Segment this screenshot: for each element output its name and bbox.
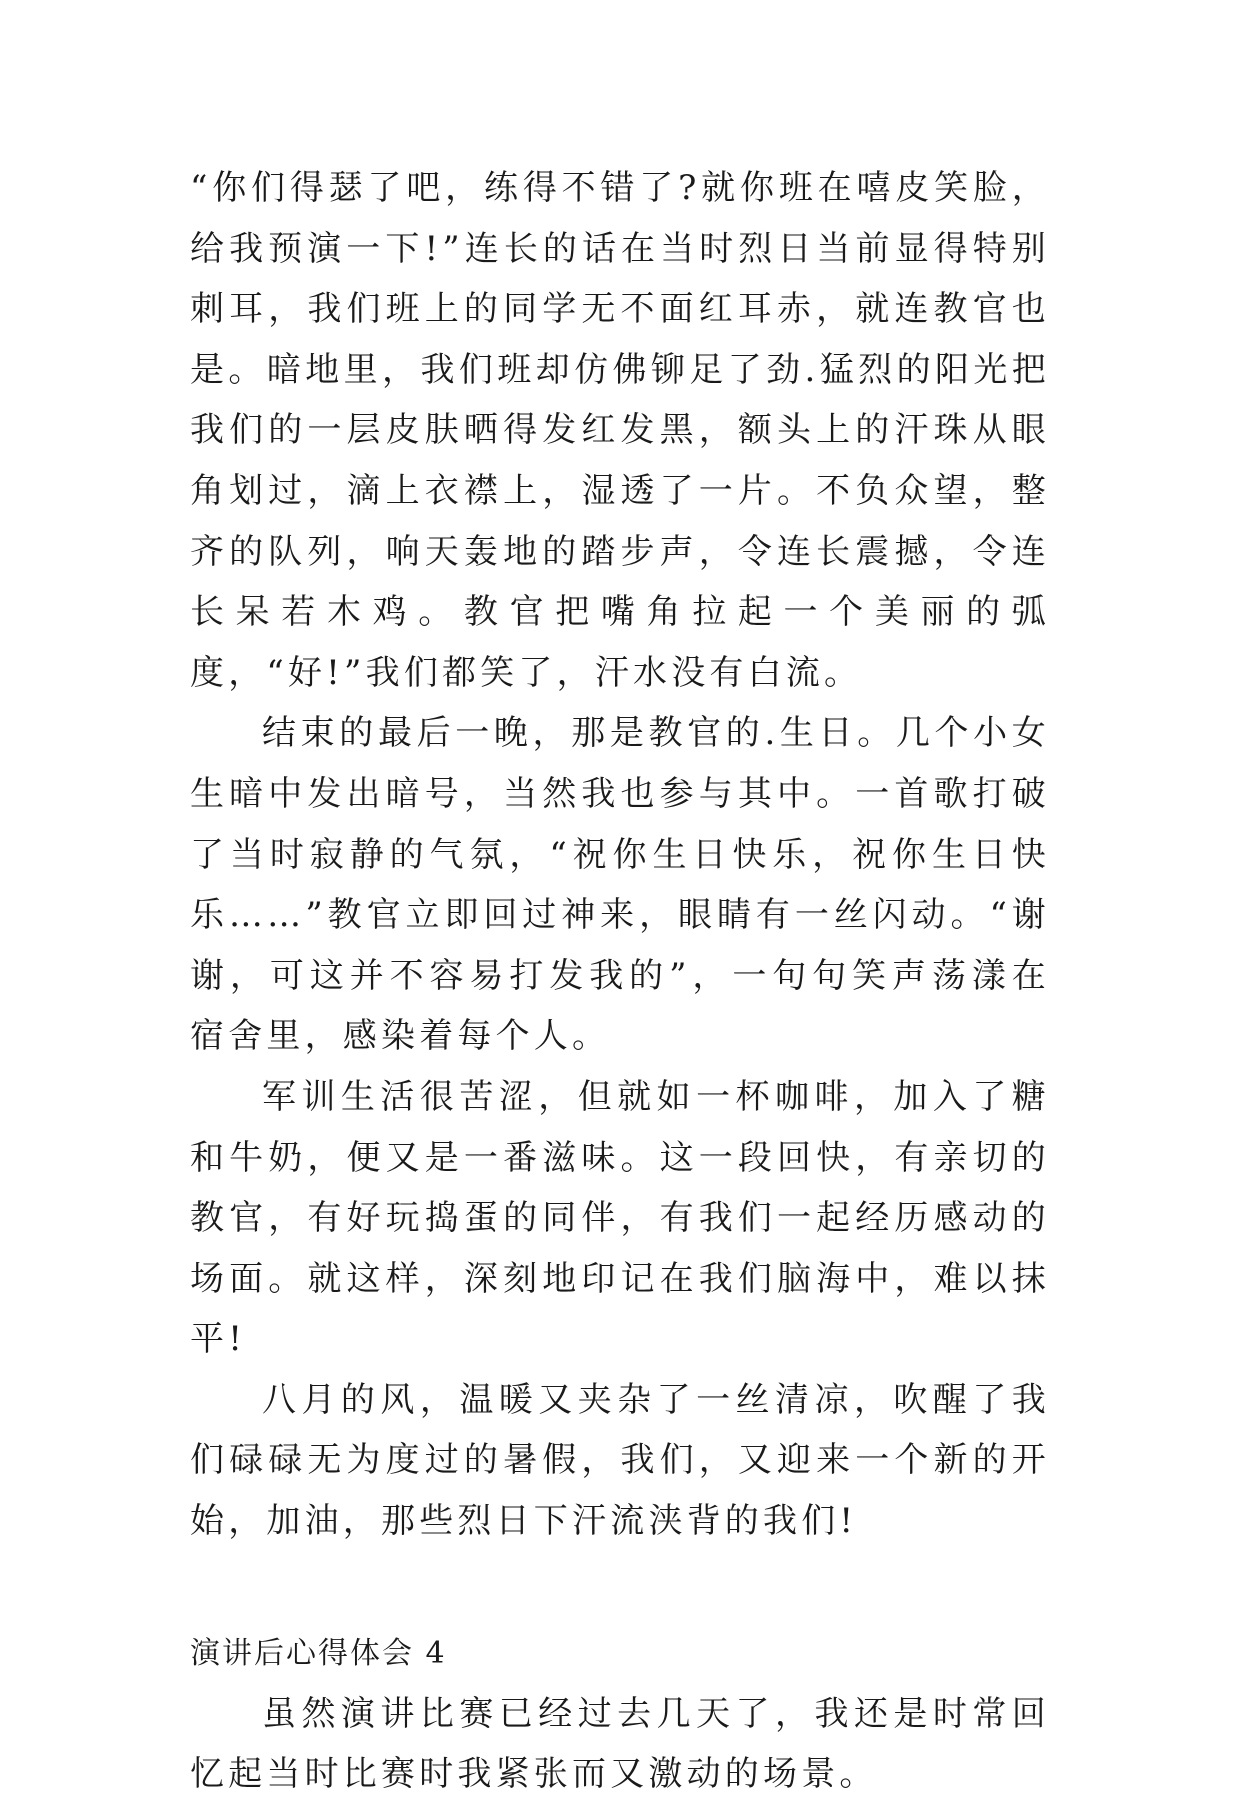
paragraph-3: 军训生活很苦涩，但就如一杯咖啡，加入了糖和牛奶，便又是一番滋味。这一段回快，有亲切的教官，有好玩捣蛋的同伴，有我们一起经历感动的场面。就这样，深刻地印记在我们脑海中，难以抹平! <box>190 1076 1050 1360</box>
paragraph-1: “你们得瑟了吧，练得不错了?就你班在嘻皮笑脸，给我预演一下!”连长的话在当时烈日当前显得特别刺耳，我们班上的同学无不面红耳赤，就连教官也是。暗地里，我们班却仿佛铆足了劲.猛烈的阳光把我们的一层皮肤晒得发红发黑，额头上的汗珠从眼角划过，滴上衣襟上，湿透了一片。不负众望，整齐的队列，响天轰地的踏步声，令连长震撼，令连长呆若木鸡。教官把嘴角拉起一个美丽的弧度，“好!”我们都笑了，汗水没有白流。 <box>190 168 1050 693</box>
paragraph-5: 虽然演讲比赛已经过去几天了，我还是时常回忆起当时比赛时我紧张而又激动的场景。 <box>190 1693 1050 1795</box>
paragraph-2: 结束的最后一晚，那是教官的.生日。几个小女生暗中发出暗号，当然我也参与其中。一首歌打破了当时寂静的气氛，“祝你生日快乐，祝你生日快乐……”教官立即回过神来，眼睛有一丝闪动。“谢谢，可这并不容易打发我的”，一句句笑声荡漾在宿舍里，感染着每个人。 <box>190 713 1050 1057</box>
section-heading: 演讲后心得体会 4 <box>190 1635 447 1671</box>
document-body <box>190 158 1050 1805</box>
paragraph-4: 八月的风，温暖又夹杂了一丝清凉，吹醒了我们碌碌无为度过的暑假，我们，又迎来一个新的开始，加油，那些烈日下汗流浃背的我们! <box>190 1379 1050 1542</box>
